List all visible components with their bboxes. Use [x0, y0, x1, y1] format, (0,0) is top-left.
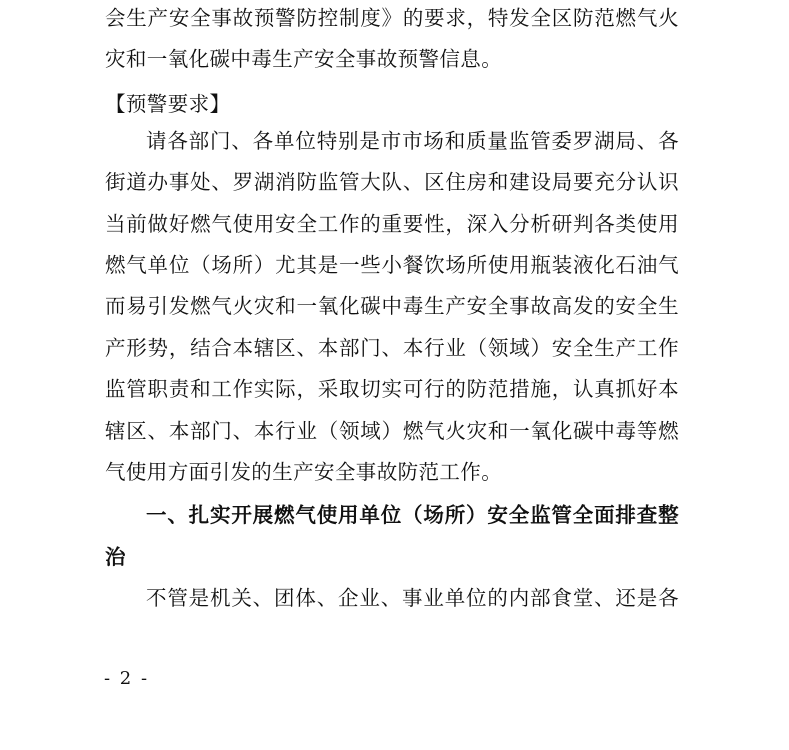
- body-line: 不管是机关、团体、企业、事业单位的内部食堂、还是各: [146, 586, 679, 610]
- requirement-line-2: 街道办事处、罗湖消防监管大队、区住房和建设局要充分认识: [105, 170, 679, 194]
- requirement-line-1: 请各部门、各单位特别是市市场和质量监管委罗湖局、各: [146, 129, 679, 153]
- requirement-line-5: 而易引发燃气火灾和一氧化碳中毒生产安全事故高发的安全生: [105, 294, 679, 318]
- requirement-line-6: 产形势，结合本辖区、本部门、本行业（领域）安全生产工作: [105, 336, 679, 360]
- requirement-line-4: 燃气单位（场所）尤其是一些小餐饮场所使用瓶装液化石油气: [105, 253, 679, 277]
- requirement-line-9: 气使用方面引发的生产安全事故防范工作。: [105, 460, 503, 484]
- requirement-line-7: 监管职责和工作实际，采取切实可行的防范措施，认真抓好本: [105, 377, 679, 401]
- section-label: 【预警要求】: [105, 92, 231, 116]
- section-heading-line-2: 治: [105, 545, 126, 569]
- intro-line-1: 会生产安全事故预警防控制度》的要求，特发全区防范燃气火: [105, 6, 679, 30]
- section-heading-line-1: 一、扎实开展燃气使用单位（场所）安全监管全面排查整: [146, 503, 679, 527]
- requirement-line-3: 当前做好燃气使用安全工作的重要性，深入分析研判各类使用: [105, 212, 679, 236]
- requirement-line-8: 辖区、本部门、本行业（领域）燃气火灾和一氧化碳中毒等燃: [105, 419, 679, 443]
- page-number: - 2 -: [104, 668, 150, 689]
- intro-line-2: 灾和一氧化碳中毒生产安全事故预警信息。: [105, 47, 503, 71]
